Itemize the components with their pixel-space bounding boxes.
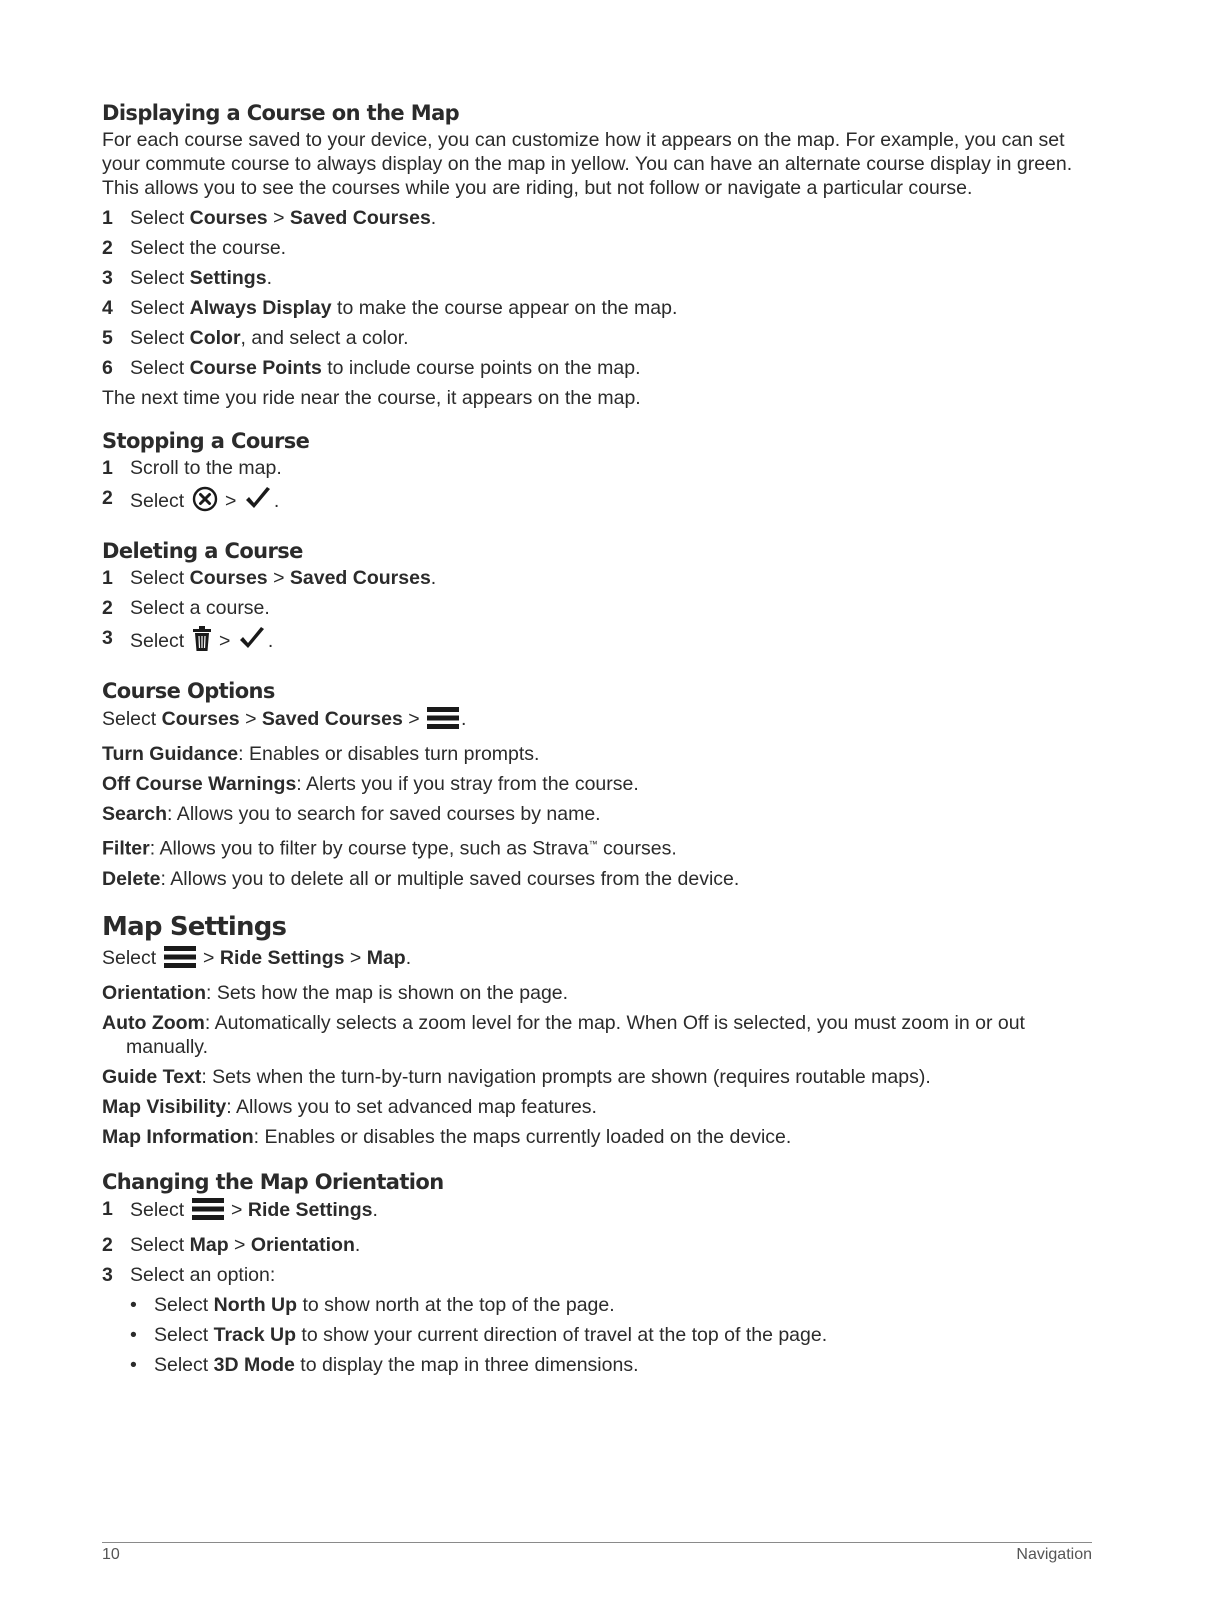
step-item: 5 Select Color, and select a color.	[102, 327, 409, 349]
step-item: 3 Select > .	[102, 626, 1092, 658]
step-item: 4 Select Always Display to make the course appear on the map.	[102, 297, 678, 319]
document-page	[102, 98, 1092, 1383]
section-title-changing-orientation: Changing the Map Orientation	[102, 1169, 444, 1194]
bullet-item: • Select Track Up to show your current direction of travel at the top of the page.	[130, 1323, 828, 1346]
definition-item: Turn Guidance: Enables or disables turn prompts.	[102, 743, 540, 765]
step-item: 1 Select > Ride Settings.	[102, 1197, 1092, 1227]
bullet-item: • Select North Up to show north at the top of the page.	[130, 1293, 615, 1316]
step-item: 2 Select Map > Orientation.	[102, 1233, 361, 1256]
definition-item: Map Information: Enables or disables the maps currently loaded on the device.	[102, 1125, 792, 1148]
footer-section-name: Navigation	[1016, 1546, 1092, 1563]
step-item: 2 Select a course.	[102, 597, 270, 619]
menu-icon	[164, 945, 196, 975]
step-item: 3 Select Settings.	[102, 267, 272, 289]
step-item: 2 Select the course.	[102, 237, 287, 259]
menu-icon	[192, 1197, 224, 1227]
checkmark-icon	[238, 626, 266, 658]
definition-item: Auto Zoom: Automatically selects a zoom level for the map. When Off is selected, you must zoom in or out manually.	[102, 1011, 1025, 1058]
outro-paragraph: The next time you ride near the course, it appears on the map.	[102, 387, 641, 409]
definition-item: Off Course Warnings: Alerts you if you stray from the course.	[102, 773, 639, 795]
definition-item: Orientation: Sets how the map is shown on the page.	[102, 981, 569, 1004]
footer-divider	[102, 1542, 1092, 1543]
menu-icon	[427, 706, 459, 736]
step-item: 2 Select > .	[102, 486, 1092, 518]
trash-icon	[192, 626, 212, 658]
bullet-item: • Select 3D Mode to display the map in three dimensions.	[130, 1353, 639, 1376]
definition-item: Map Visibility: Allows you to set advanced map features.	[102, 1095, 597, 1118]
select-path: Select Courses > Saved Courses > .	[102, 706, 1092, 736]
definition-item: Search: Allows you to search for saved courses by name.	[102, 803, 601, 825]
step-item: 1 Select Courses > Saved Courses.	[102, 207, 437, 229]
page-number: 10	[102, 1546, 120, 1563]
section-title-deleting-course: Deleting a Course	[102, 539, 303, 563]
close-circle-icon	[192, 486, 218, 518]
section-title-stopping-course: Stopping a Course	[102, 429, 310, 453]
step-item: 3 Select an option:	[102, 1263, 276, 1286]
definition-item: Filter: Allows you to filter by course type, such as Strava™ courses.	[102, 837, 677, 860]
checkmark-icon	[244, 486, 272, 518]
definition-item: Delete: Allows you to delete all or multiple saved courses from the device.	[102, 867, 740, 890]
step-item: 6 Select Course Points to include course points on the map.	[102, 357, 641, 379]
select-path: Select > Ride Settings > Map.	[102, 945, 1092, 975]
section-title-course-options: Course Options	[102, 679, 275, 703]
step-item: 1 Scroll to the map.	[102, 457, 282, 479]
step-item: 1 Select Courses > Saved Courses.	[102, 567, 437, 589]
definition-item: Guide Text: Sets when the turn-by-turn navigation prompts are shown (requires routable maps).	[102, 1065, 931, 1088]
section-title-map-settings: Map Settings	[102, 911, 287, 942]
intro-paragraph: For each course saved to your device, you can customize how it appears on the map. For example, you can set your commute course to always display on the map in yellow. You can have an alternate course display in green. This allows you to see the courses while you are riding, but not follow or navigate a particular course.	[102, 129, 1073, 199]
section-title-displaying-course: Displaying a Course on the Map	[102, 101, 460, 125]
